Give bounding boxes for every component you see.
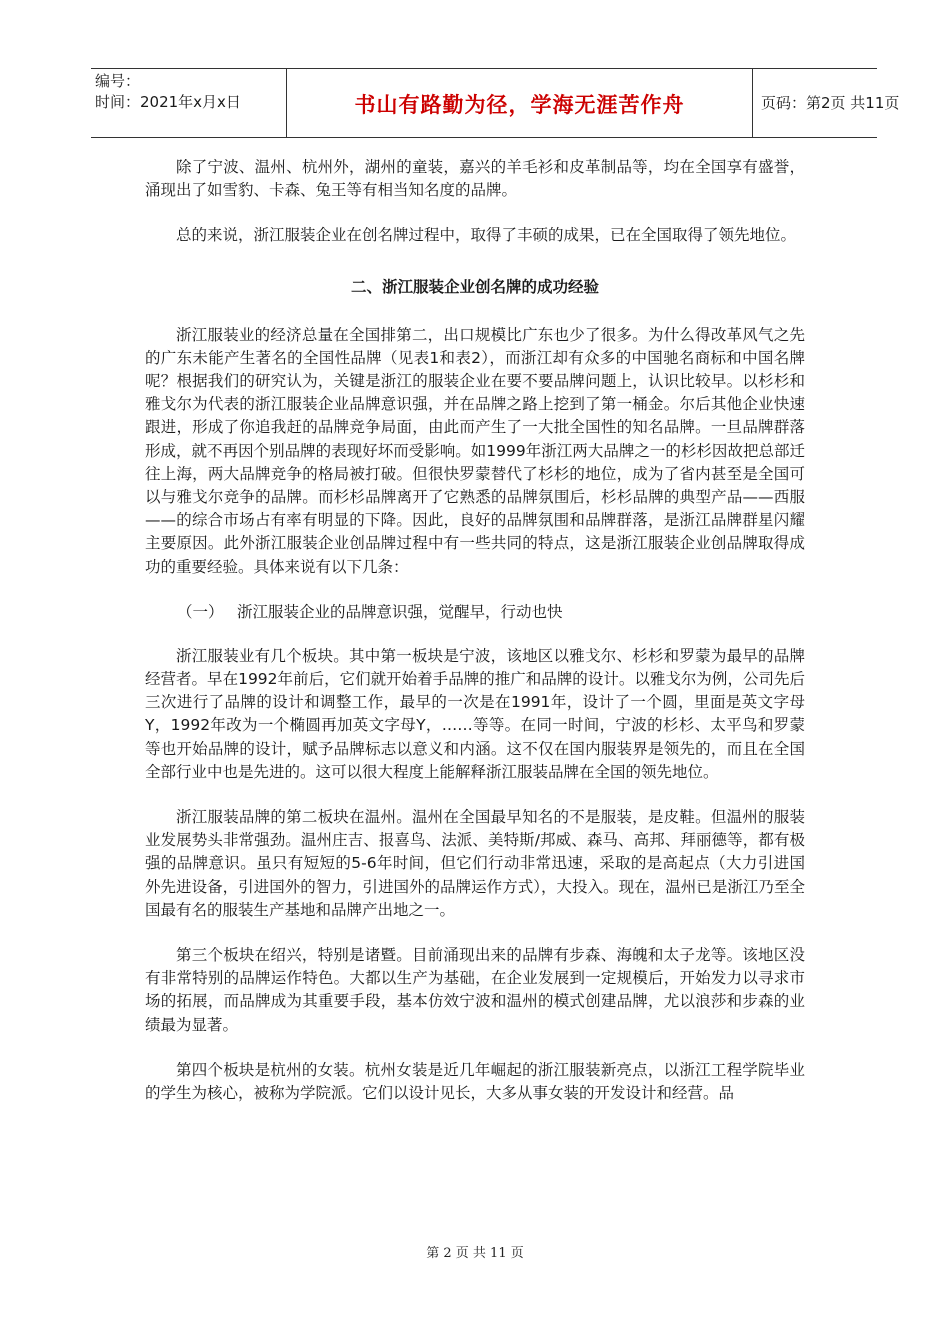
header-page-info: 页码：第2页 共11页: [761, 94, 900, 112]
subsection-heading: [145, 601, 805, 623]
document-time-label: 时间：2021年x月x日: [95, 93, 241, 111]
paragraph-regional-brands: 除了宁波、温州、杭州外，湖州的童装，嘉兴的羊毛衫和皮革制品等，均在全国享有盛誉，涌现出了如雪豹、卡森、兔王等有相当知名度的品牌。: [145, 158, 805, 200]
paragraph-hangzhou-sector: 第四个板块是杭州的女装。杭州女装是近几年崛起的浙江服装新亮点，以浙江工程学院毕业的学生为核心，被称为学院派。它们以设计见长，大多从事女装的开发设计和经营。品: [145, 1060, 805, 1103]
subsection-number: （一）: [177, 602, 224, 621]
paragraph-summary: 总的来说，浙江服装企业在创名牌过程中，取得了丰硕的成果，已在全国取得了领先地位。: [176, 226, 797, 245]
section-heading: 二、浙江服装企业创名牌的成功经验: [350, 277, 599, 296]
subsection-title: 浙江服装企业的品牌意识强，觉醒早，行动也快: [237, 602, 563, 621]
header-motto: 书山有路勤为径，学海无涯苦作舟: [354, 93, 685, 117]
document-number-label: 编号：: [95, 72, 141, 90]
document-body: [145, 156, 805, 1127]
paragraph-economic-overview: 浙江服装业的经济总量在全国排第二，出口规模比广东也少了很多。为什么得改革风气之先的广东未能产生著名的全国性品牌（见表1和表2），而浙江却有众多的中国驰名商标和中国名牌呢？根据我们的研究认为，关键是浙江的服装企业在要不要品牌问题上，认识比较早。以杉杉和雅戈尔为代表的浙江服装企业品牌意识强，并在品牌之路上挖到了第一桶金。尔后其他企业快速跟进，形成了你追我赶的品牌竞争局面，由此而产生了一大批全国性的知名品牌。一旦品牌群落形成，就不再因个别品牌的表现好坏而受影响。如1999年浙江两大品牌之一的杉杉因故把总部迁往上海，两大品牌竞争的格局被打破。但很快罗蒙替代了杉杉的地位，成为了省内甚至是全国可以与雅戈尔竞争的品牌。而杉杉品牌离开了它熟悉的品牌氛围后，杉杉品牌的典型产品——西服——的综合市场占有率有明显的下降。因此，良好的品牌氛围和品牌群落，是浙江品牌群星闪耀主要原因。此外浙江服装企业创品牌过程中有一些共同的特点，这是浙江服装企业创品牌取得成功的重要经验。具体来说有以下几条：: [145, 325, 805, 576]
header-left-cell: [91, 69, 287, 137]
page-header: [91, 68, 900, 138]
paragraph-wenzhou-sector: 浙江服装品牌的第二板块在温州。温州在全国最早知名的不是服装，是皮鞋。但温州的服装业发展势头非常强劲。温州庄吉、报喜鸟、法派、美特斯/邦威、森马、高邦、拜丽德等，都有极强的品牌意识。虽只有短短的5-6年时间，但它们行动非常迅速，采取的是高起点（大力引进国外先进设备，引进国外的智力，引进国外的品牌运作方式），大投入。现在，温州已是浙江乃至全国最有名的服装生产基地和品牌产出地之一。: [145, 808, 805, 919]
header-middle-cell: [287, 69, 753, 137]
header-right-cell: [753, 69, 900, 137]
paragraph-ningbo-sector: 浙江服装业有几个板块。其中第一板块是宁波，该地区以雅戈尔、杉杉和罗蒙为最早的品牌经营者。早在1992年前后，它们就开始着手品牌的推广和品牌的设计。以雅戈尔为例，公司先后三次进行了品牌的设计和调整工作，最早的一次是在1991年，设计了一个圆，里面是英文字母Y，1992年改为一个椭圆再加英文字母Y，……等等。在同一时间，宁波的杉杉、太平鸟和罗蒙等也开始品牌的设计，赋予品牌标志以意义和内涵。这不仅在国内服装界是领先的，而且在全国全部行业中也是先进的。这可以很大程度上能解释浙江服装品牌在全国的领先地位。: [145, 646, 805, 781]
paragraph-shaoxing-sector: 第三个板块在绍兴，特别是诸暨。目前涌现出来的品牌有步森、海魄和太子龙等。该地区没有非常特别的品牌运作特色。大都以生产为基础，在企业发展到一定规模后，开始发力以寻求市场的拓展，而品牌成为其重要手段，基本仿效宁波和温州的模式创建品牌，尤以浪莎和步森的业绩最为显著。: [145, 946, 805, 1034]
page-footer: 第 2 页 共 11 页: [426, 1246, 524, 1261]
